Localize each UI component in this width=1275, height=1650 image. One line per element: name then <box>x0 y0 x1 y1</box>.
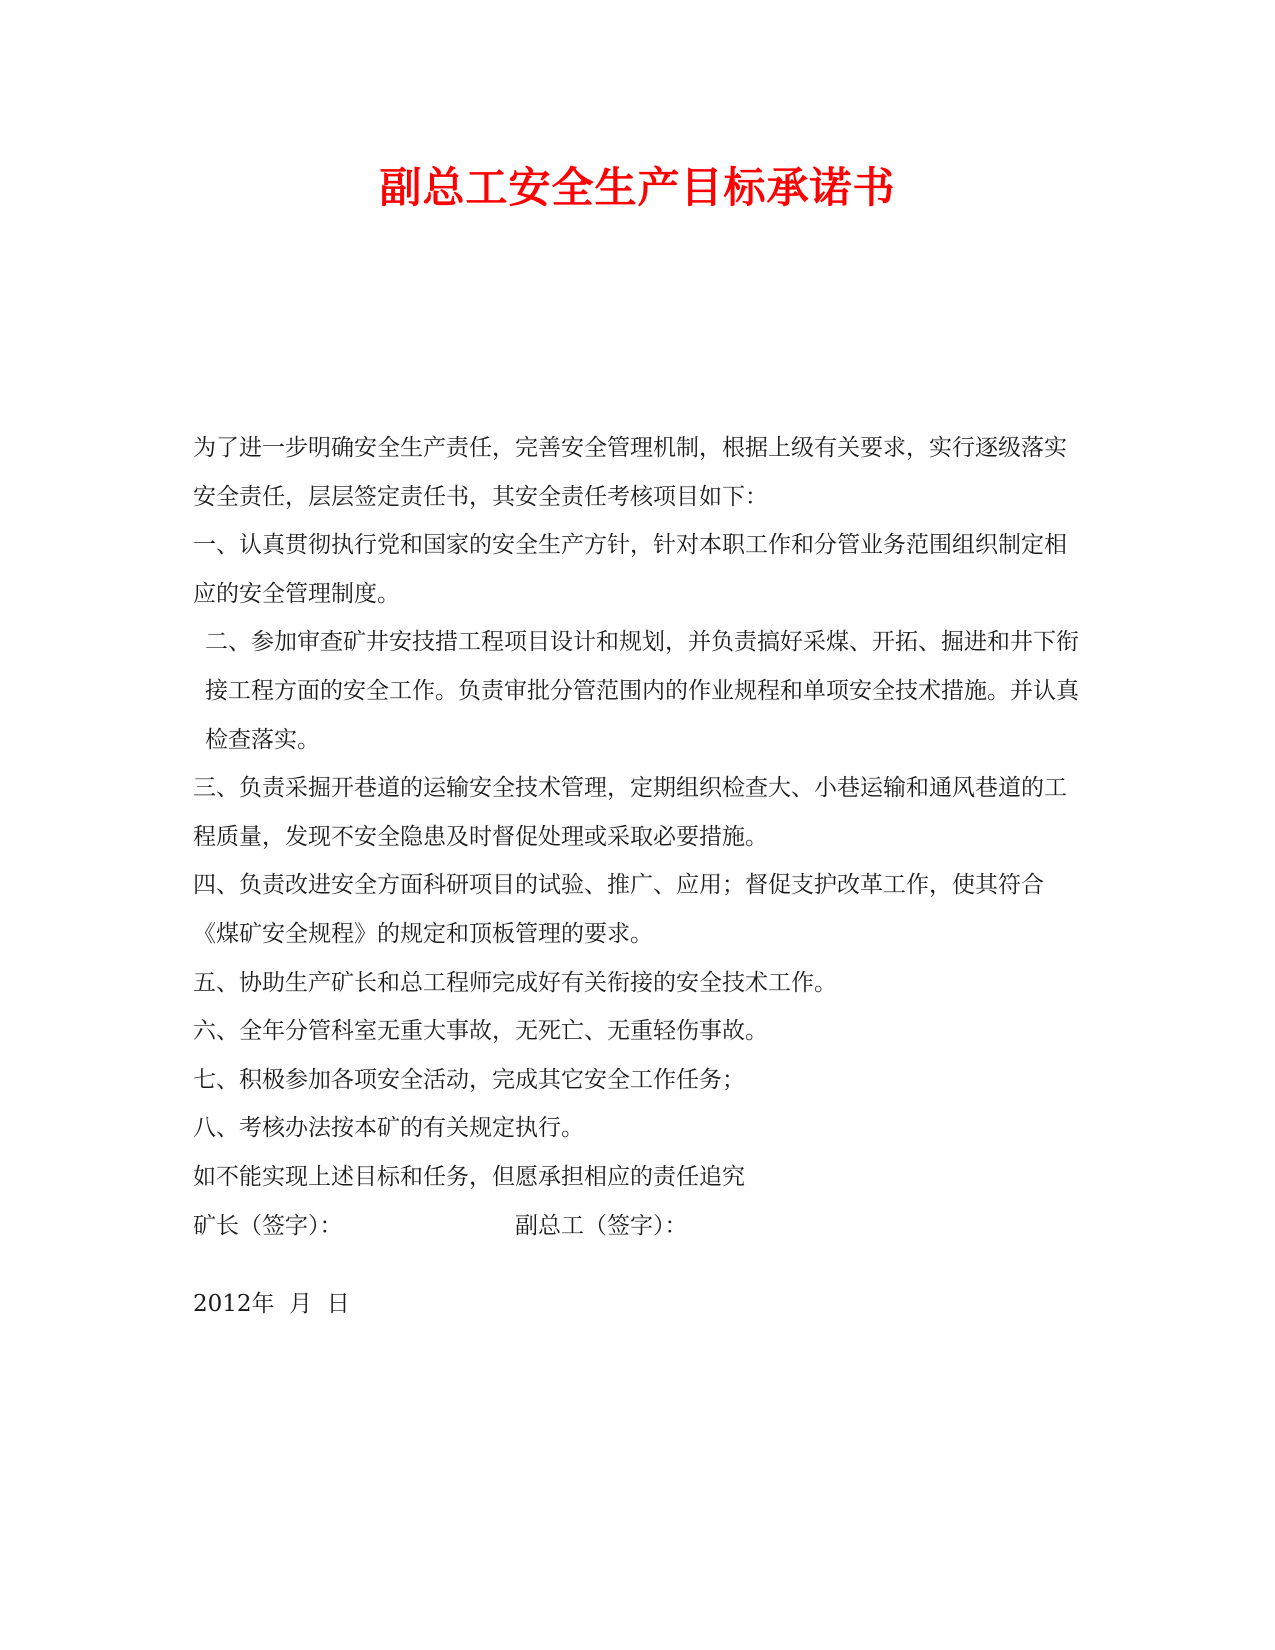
intro-paragraph: 为了进一步明确安全生产责任，完善安全管理机制，根据上级有关要求，实行逐级落实安全责任，层层签定责任书，其安全责任考核项目如下： <box>193 435 1067 510</box>
item-8-paragraph: 八、考核办法按本矿的有关规定执行。 <box>193 1115 584 1142</box>
deputy-chief-engineer-signature-label: 副总工（签字）： <box>515 1212 688 1239</box>
date-line: 2012年 月 日 <box>193 1291 350 1317</box>
closing-paragraph: 如不能实现上述目标和任务，但愿承担相应的责任追究 <box>193 1163 745 1190</box>
item-4-paragraph: 四、负责改进安全方面科研项目的试验、推广、应用；督促支护改革工作，使其符合《煤矿安全规程》的规定和顶板管理的要求。 <box>193 872 1044 947</box>
item-5-paragraph: 五、协助生产矿长和总工程师完成好有关衔接的安全技术工作。 <box>193 969 837 996</box>
item-1-paragraph: 一、认真贯彻执行党和国家的安全生产方针，针对本职工作和分管业务范围组织制定相应的安全管理制度。 <box>193 532 1067 607</box>
mine-director-signature-label: 矿长（签字）： <box>193 1212 343 1239</box>
signature-row <box>193 1202 1083 1251</box>
item-2-paragraph: 二、参加审查矿井安技措工程项目设计和规划，并负责搞好采煤、开拓、掘进和井下衔接工程方面的安全工作。负责审批分管范围内的作业规程和单项安全技术措施。并认真检查落实。 <box>205 629 1079 753</box>
document-body <box>193 424 1083 1250</box>
item-3-paragraph: 三、负责采掘开巷道的运输安全技术管理，定期组织检查大、小巷运输和通风巷道的工程质量，发现不安全隐患及时督促处理或采取必要措施。 <box>193 775 1067 850</box>
item-7-paragraph: 七、积极参加各项安全活动，完成其它安全工作任务； <box>193 1066 745 1093</box>
document-title: 副总工安全生产目标承诺书 <box>379 163 896 212</box>
item-6-paragraph: 六、全年分管科室无重大事故，无死亡、无重轻伤事故。 <box>193 1018 768 1045</box>
